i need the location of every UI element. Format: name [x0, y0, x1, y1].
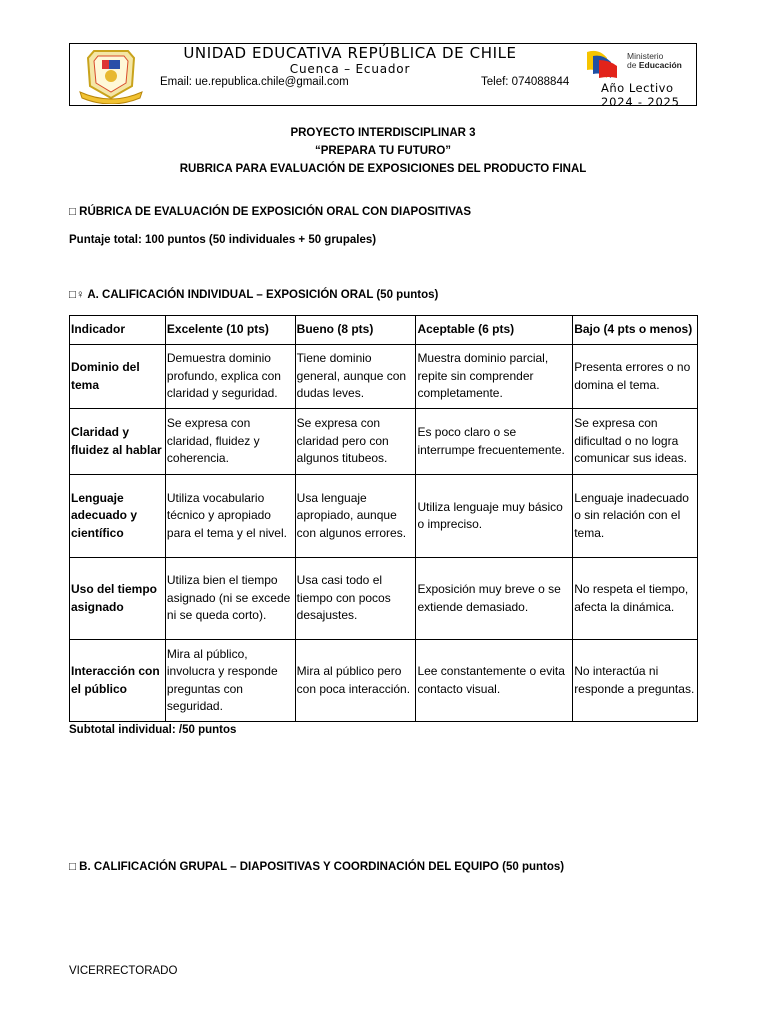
cell-bueno: Tiene dominio general, aunque con dudas leves. — [295, 345, 416, 409]
cell-excelente: Mira al público, involucra y responde preguntas con seguridad. — [165, 640, 295, 722]
cell-excelente: Utiliza bien el tiempo asignado (ni se excede ni se queda corto). — [165, 558, 295, 640]
school-crest-icon — [74, 48, 148, 104]
cell-excelente: Demuestra dominio profundo, explica con claridad y seguridad. — [165, 345, 295, 409]
cell-bajo: Se expresa con dificultad o no logra comunicar sus ideas. — [573, 409, 698, 475]
cell-aceptable: Lee constantemente o evita contacto visual. — [416, 640, 573, 722]
section-b-heading: □ B. CALIFICACIÓN GRUPAL – DIAPOSITIVAS Y COORDINACIÓN DEL EQUIPO (50 puntos) — [69, 861, 565, 873]
cell-bajo: Presenta errores o no domina el tema. — [573, 345, 698, 409]
cell-bajo: Lenguaje inadecuado o sin relación con el tema. — [573, 475, 698, 558]
ministry-line-3: Educación — [638, 59, 682, 70]
row-indicator: Interacción con el público — [70, 640, 166, 722]
ministry-logo-icon — [585, 48, 625, 80]
row-indicator: Dominio del tema — [70, 345, 166, 409]
row-indicator: Claridad y fluidez al hablar — [70, 409, 166, 475]
cell-bueno: Mira al público pero con poca interacción. — [295, 640, 416, 722]
header-aceptable: Aceptable (6 pts) — [416, 316, 573, 345]
project-title: PROYECTO INTERDISCIPLINAR 3 — [290, 127, 476, 139]
cell-bueno: Usa lenguaje apropiado, aunque con algunos errores. — [295, 475, 416, 558]
document-header — [69, 43, 697, 109]
header-excelente: Excelente (10 pts) — [165, 316, 295, 345]
header-bajo: Bajo (4 pts o menos) — [573, 316, 698, 345]
ministry-text — [627, 52, 682, 69]
table-row — [70, 640, 698, 722]
row-indicator: Uso del tiempo asignado — [70, 558, 166, 640]
table-row — [70, 475, 698, 558]
ministry-line-2: de — [627, 59, 637, 70]
cell-aceptable: Utiliza lenguaje muy básico o impreciso. — [416, 475, 573, 558]
header-bueno: Bueno (8 pts) — [295, 316, 416, 345]
project-motto: “PREPARA TU FUTURO” — [314, 145, 452, 157]
total-score: Puntaje total: 100 puntos (50 individuales + 50 grupales) — [69, 234, 377, 246]
cell-excelente: Utiliza vocabulario técnico y apropiado para el tema y el nivel. — [165, 475, 295, 558]
section-main-heading: □ RÚBRICA DE EVALUACIÓN DE EXPOSICIÓN ORAL CON DIAPOSITIVAS — [69, 206, 472, 218]
subtotal-individual: Subtotal individual: /50 puntos — [69, 724, 237, 736]
cell-bajo: No interactúa ni responde a preguntas. — [573, 640, 698, 722]
footer-vicerrectorado: VICERRECTORADO — [69, 965, 178, 977]
row-indicator: Lenguaje adecuado y científico — [70, 475, 166, 558]
school-year-label: Año Lectivo — [601, 81, 674, 95]
cell-excelente: Se expresa con claridad, fluidez y coherencia. — [165, 409, 295, 475]
ministry-block — [585, 48, 695, 109]
rubric-title: RUBRICA PARA EVALUACIÓN DE EXPOSICIONES DEL PRODUCTO FINAL — [179, 163, 587, 175]
header-indicador: Indicador — [70, 316, 166, 345]
table-row — [70, 558, 698, 640]
section-a-heading: □♀ A. CALIFICACIÓN INDIVIDUAL – EXPOSICIÓN ORAL (50 puntos) — [69, 289, 439, 301]
cell-aceptable: Muestra dominio parcial, repite sin comprender completamente. — [416, 345, 573, 409]
cell-aceptable: Es poco claro o se interrumpe frecuentemente. — [416, 409, 573, 475]
cell-bueno: Se expresa con claridad pero con algunos titubeos. — [295, 409, 416, 475]
cell-bajo: No respeta el tiempo, afecta la dinámica. — [573, 558, 698, 640]
table-header-row — [70, 316, 698, 345]
table-row — [70, 345, 698, 409]
table-row — [70, 409, 698, 475]
ministry-line-1: Ministerio — [627, 51, 664, 61]
school-phone: Telef: 074088844 — [481, 76, 570, 88]
school-year-range: 2024 - 2025 — [601, 95, 680, 109]
school-city: Cuenca – Ecuador — [289, 62, 411, 76]
individual-rubric-table — [69, 315, 698, 722]
cell-aceptable: Exposición muy breve o se extiende demasiado. — [416, 558, 573, 640]
school-email: Email: ue.republica.chile@gmail.com — [160, 76, 349, 88]
school-name: UNIDAD EDUCATIVA REPÚBLICA DE CHILE — [183, 44, 517, 62]
cell-bueno: Usa casi todo el tiempo con pocos desajustes. — [295, 558, 416, 640]
